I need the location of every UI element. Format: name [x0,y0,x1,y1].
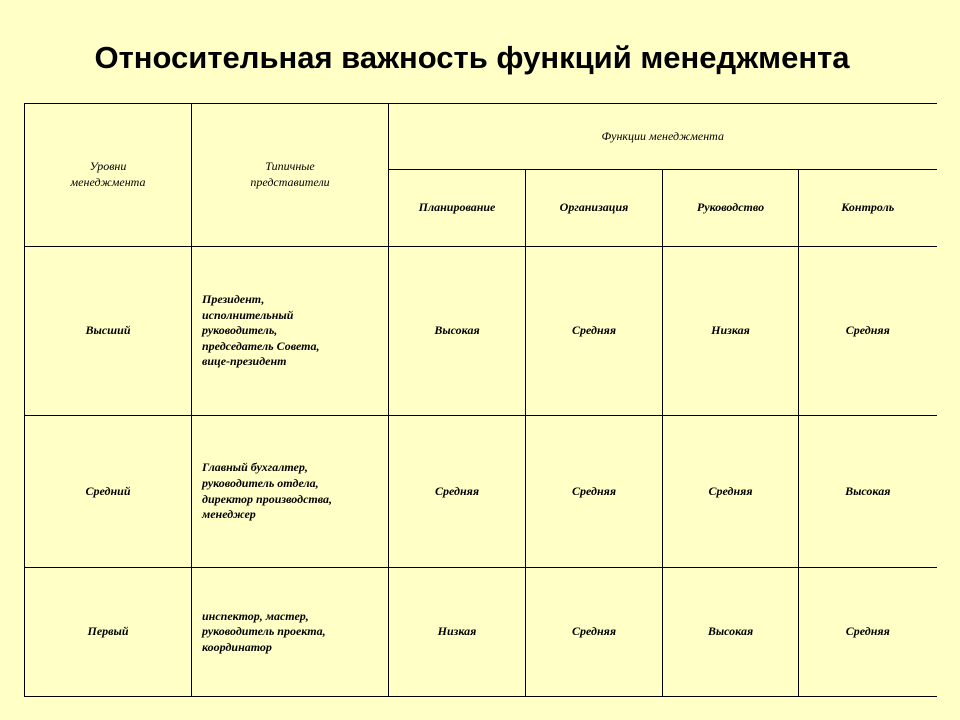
value-cell: Средняя [799,247,937,416]
rep-line: руководитель проекта, [202,624,326,639]
level-cell: Высший [25,247,192,416]
rep-line: инспектор, мастер, [202,608,309,623]
rep-line: руководитель, [202,323,278,338]
value-cell: Высокая [799,416,937,568]
header-reps-line1: Типичные [265,159,315,174]
value-cell: Средняя [526,247,663,416]
rep-line: Главный бухгалтер, [202,460,308,475]
importance-table [24,103,937,697]
rep-line: вице-президент [202,354,287,369]
table-row [25,416,937,568]
header-levels [25,104,192,247]
value-cell: Средняя [526,416,663,568]
rep-line: Президент, [202,292,265,307]
value-cell: Низкая [389,568,526,697]
representatives-cell [192,247,389,416]
header-levels-line2: менеджмента [70,175,146,189]
rep-line: председатель Совета, [202,338,320,353]
representatives-cell [192,416,389,568]
value-cell: Высокая [389,247,526,416]
header-functions-group [389,104,937,170]
representatives-cell [192,568,389,697]
rep-line: директор производства, [202,491,333,506]
value-cell: Средняя [526,568,663,697]
page-title: Относительная важность функций менеджмента [94,40,850,75]
header-levels-line1: Уровни [89,159,127,174]
value-cell: Средняя [663,416,799,568]
level-cell: Первый [25,568,192,697]
value-cell: Низкая [663,247,799,416]
header-function-leadership: Руководство [663,170,799,247]
value-cell: Средняя [389,416,526,568]
rep-line: менеджер [202,507,256,522]
header-function-control: Контроль [799,170,937,247]
value-cell: Средняя [799,568,937,697]
header-function-organization: Организация [526,170,663,247]
header-functions-label: Функции менеджмента [601,128,724,143]
header-function-planning: Планирование [389,170,526,247]
table-header-row [25,104,937,170]
header-representatives [192,104,389,247]
rep-line: координатор [202,639,272,654]
rep-line: руководитель отдела, [202,475,319,490]
level-cell: Средний [25,416,192,568]
header-reps-line2: представители [250,175,330,189]
table-row [25,568,937,697]
rep-line: исполнительный [202,307,294,322]
value-cell: Высокая [663,568,799,697]
table-row [25,247,937,416]
